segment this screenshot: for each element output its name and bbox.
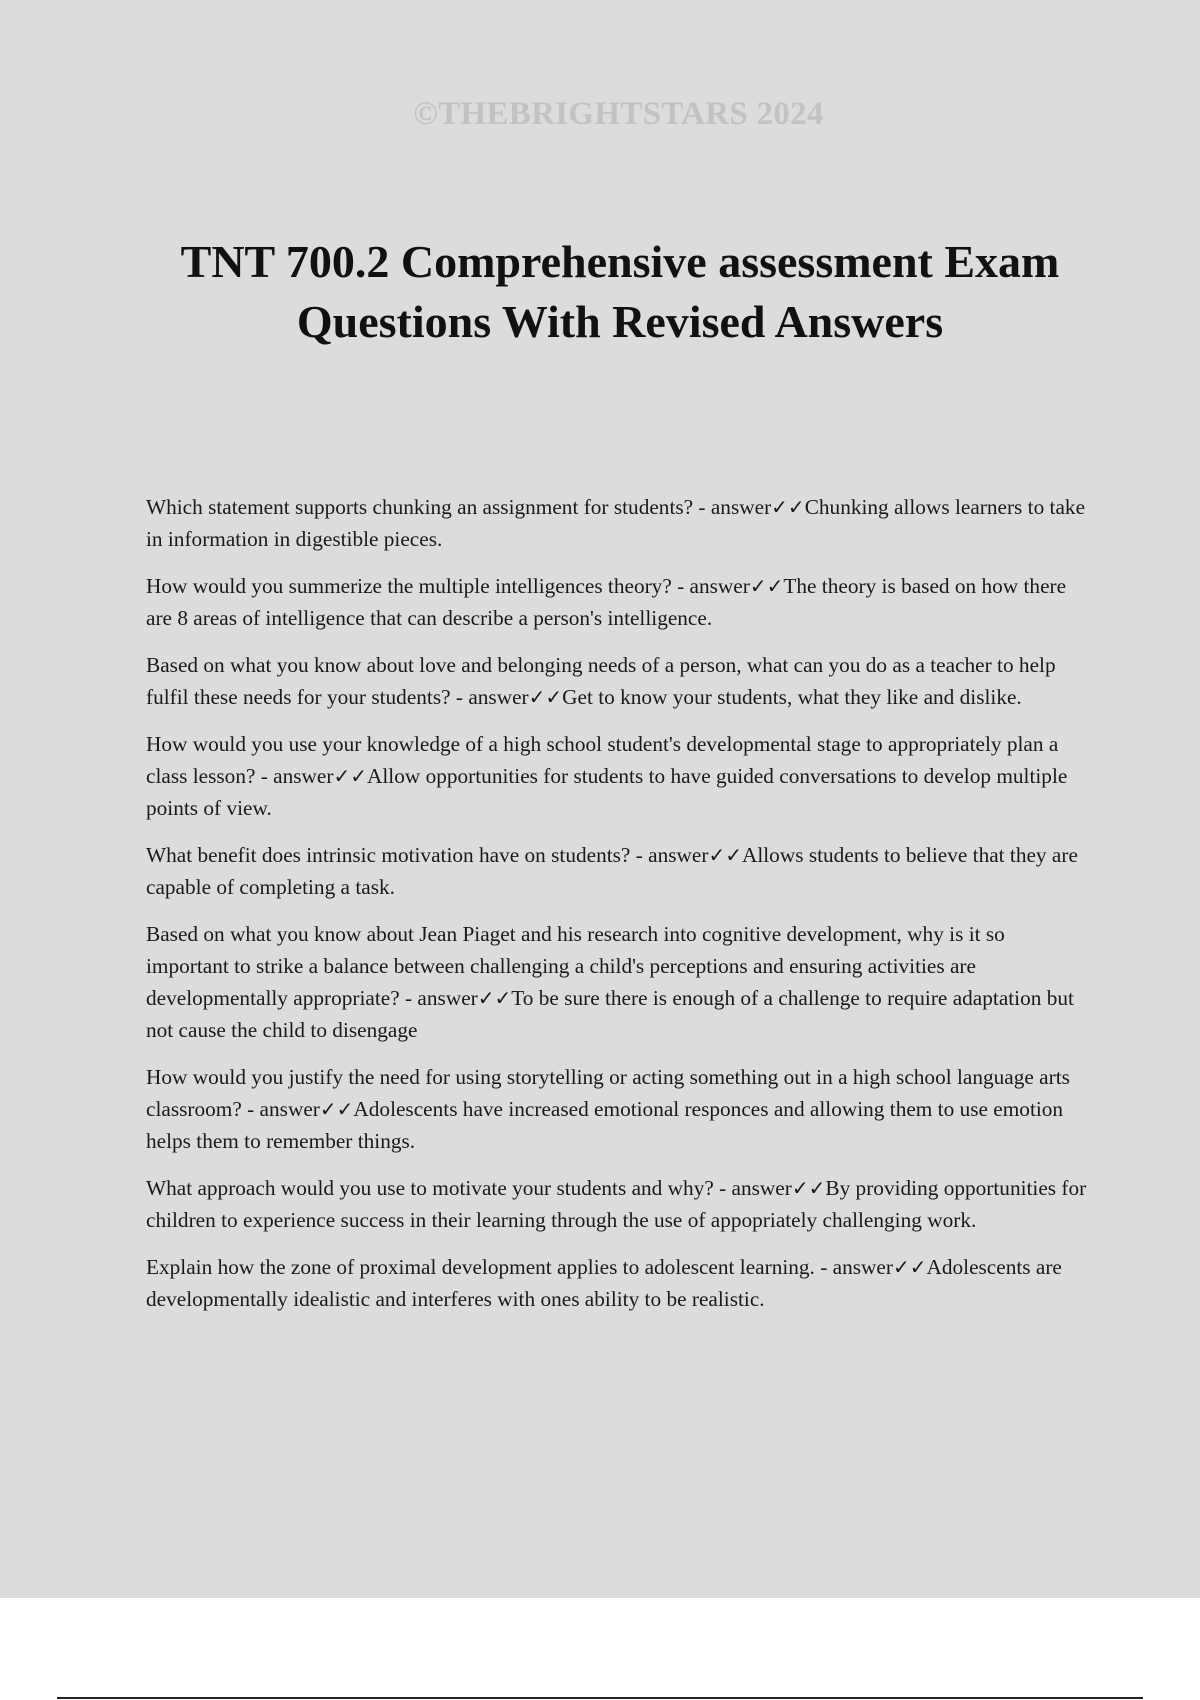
answer-text: By providing opportunities for children to experience success in their learning through the use of appopriately challenging work.	[146, 1176, 1087, 1232]
answer-marker: - answer	[713, 1176, 792, 1200]
checkmark-icon: ✓✓	[477, 986, 512, 1010]
question-text: What benefit does intrinsic motivation have on students?	[146, 843, 631, 867]
answer-marker: - answer	[671, 574, 750, 598]
answer-text: Allow opportunities for students to have guided conversations to develop multiple points of view.	[146, 764, 1068, 820]
question-text: Which statement supports chunking an assignment for students?	[146, 495, 694, 519]
question-text: What approach would you use to motivate your students and why?	[146, 1176, 714, 1200]
checkmark-icon: ✓✓	[319, 1097, 354, 1121]
answer-text: To be sure there is enough of a challenge to require adaptation but not cause the child to disengage	[146, 986, 1074, 1042]
title-line-2: Questions With Revised Answers	[296, 296, 944, 347]
checkmark-icon: ✓✓	[892, 1255, 927, 1279]
answer-marker: - answer	[814, 1255, 893, 1279]
answer-marker: - answer	[255, 764, 334, 788]
checkmark-icon: ✓✓	[333, 764, 367, 788]
question-text: Based on what you know about love and belonging needs of a person, what can you do as a teacher to help fulfil these needs for your students?	[146, 653, 1056, 709]
qa-list	[146, 491, 1090, 1330]
qa-item	[146, 491, 1090, 555]
qa-item	[146, 649, 1090, 713]
answer-marker: - answer	[241, 1097, 320, 1121]
answer-text: Adolescents have increased emotional responces and allowing them to use emotion helps them to remember things.	[146, 1097, 1064, 1153]
question-text: Based on what you know about Jean Piaget and his research into cognitive development, why is it so important to strike a balance between challenging a child's perceptions and ensuring activities are developmentally appropriate?	[146, 922, 1005, 1010]
watermark: ©THEBRIGHTSTARS 2024	[413, 96, 824, 132]
answer-text: Adolescents are developmentally idealistic and interferes with ones ability to be realistic.	[146, 1255, 1062, 1311]
question-text: Explain how the zone of proximal development applies to adolescent learning.	[146, 1255, 815, 1279]
qa-item	[146, 1251, 1090, 1315]
qa-item	[146, 570, 1090, 634]
checkmark-icon: ✓✓	[708, 843, 742, 867]
checkmark-icon: ✓✓	[791, 1176, 826, 1200]
qa-item	[146, 728, 1090, 824]
question-text: How would you use your knowledge of a high school student's developmental stage to appropriately plan a class lesson?	[146, 732, 1059, 788]
checkmark-icon: ✓✓	[749, 574, 784, 598]
title-line-1: TNT 700.2 Comprehensive assessment Exam	[180, 236, 1060, 287]
qa-item	[146, 918, 1090, 1046]
footer-divider	[57, 1697, 1143, 1699]
answer-text: Allows students to believe that they are capable of completing a task.	[146, 843, 1078, 899]
answer-text: Get to know your students, what they like and dislike.	[562, 685, 1022, 709]
answer-marker: - answer	[630, 843, 709, 867]
answer-marker: - answer	[450, 685, 529, 709]
answer-marker: - answer	[693, 495, 772, 519]
checkmark-icon: ✓✓	[528, 685, 563, 709]
qa-item	[146, 1172, 1090, 1236]
document-title	[120, 232, 1120, 352]
answer-text: Chunking allows learners to take in information in digestible pieces.	[146, 495, 1086, 551]
answer-marker: - answer	[399, 986, 478, 1010]
qa-item	[146, 1061, 1090, 1157]
qa-item	[146, 839, 1090, 903]
checkmark-icon: ✓✓	[771, 495, 805, 519]
question-text: How would you justify the need for using storytelling or acting something out in a high school language arts classroom?	[146, 1065, 1070, 1121]
question-text: How would you summerize the multiple intelligences theory?	[146, 574, 672, 598]
answer-text: The theory is based on how there are 8 areas of intelligence that can describe a person's intelligence.	[146, 574, 1067, 630]
